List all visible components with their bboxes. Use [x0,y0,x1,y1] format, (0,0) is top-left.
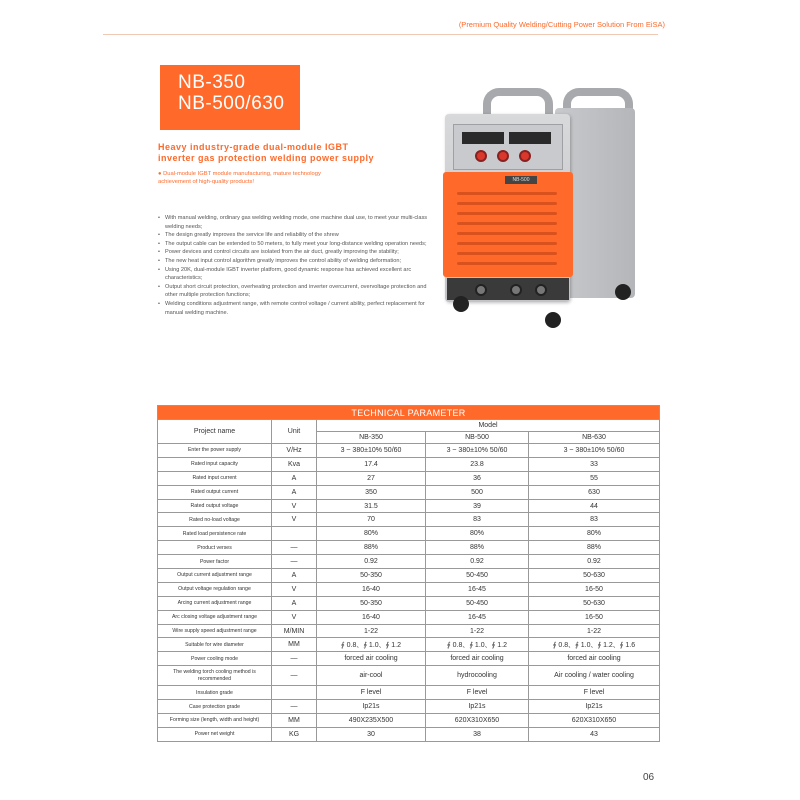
param-name: Power factor [158,555,272,569]
param-name: Wire supply speed adjustment range [158,624,272,638]
product-title-line2: NB-500/630 [178,93,285,114]
param-value: 83 [529,513,660,527]
column-header-project: Project name [158,420,272,444]
param-value: 630 [529,485,660,499]
table-row [158,624,660,638]
param-name: Rated load persistence rate [158,527,272,541]
param-unit: — [272,652,317,666]
param-value: 36 [426,471,529,485]
param-value: hydrocooling [426,666,529,686]
machine-wheel [545,312,561,328]
table-row [158,686,660,700]
column-header-model: Model [317,420,660,432]
param-unit: A [272,485,317,499]
param-name: Power cooling mode [158,652,272,666]
param-value: forced air cooling [529,652,660,666]
table-row [158,457,660,471]
column-header-unit: Unit [272,420,317,444]
table-row [158,582,660,596]
param-name: Enter the power supply [158,444,272,458]
machine-vent [457,212,557,215]
param-value: 50-450 [426,596,529,610]
machine-vent [457,192,557,195]
welding-machine-image [435,88,645,338]
param-unit: V [272,610,317,624]
table-row [158,714,660,728]
param-name: Suitable for wire diameter [158,638,272,652]
table-row [158,569,660,583]
param-unit [272,686,317,700]
highlight-note [158,170,408,186]
param-name: Rated input capacity [158,457,272,471]
machine-model-label: NB-500 [505,176,537,184]
machine-socket [510,284,522,296]
machine-vent [457,222,557,225]
feature-item: • The new heat input control algorithm greatly improves the control ability of welding deformation; [158,257,438,266]
param-unit: — [272,555,317,569]
feature-item: • The design greatly improves the service life and reliability of the shrew [158,231,438,240]
machine-vent [457,232,557,235]
param-unit [272,527,317,541]
param-value: 16-45 [426,582,529,596]
machine-display-right [509,132,551,144]
technical-parameter-table [157,405,660,742]
param-value: 490X235X500 [317,714,426,728]
param-unit: — [272,541,317,555]
param-unit: Kva [272,457,317,471]
machine-display-left [462,132,504,144]
param-value: 16-50 [529,610,660,624]
param-value: ∮ 0.8、∮ 1.0、∮ 1.2 [317,638,426,652]
param-value: 16-40 [317,610,426,624]
param-value: 70 [317,513,426,527]
table-row [158,596,660,610]
machine-knob [475,150,487,162]
param-name: Forming size (length, width and height) [158,714,272,728]
param-unit: V [272,582,317,596]
param-value: 23.8 [426,457,529,471]
param-value: 0.92 [426,555,529,569]
product-subtitle-line2: inverter gas protection welding power supply [158,153,375,163]
feature-item: • With manual welding, ordinary gas welding welding mode, one machine dual use, to meet your multi-class welding needs; [158,214,438,231]
machine-vent [457,202,557,205]
param-unit: A [272,596,317,610]
param-value: Ip21s [317,700,426,714]
param-value: 80% [529,527,660,541]
machine-socket [535,284,547,296]
param-value: 50-630 [529,596,660,610]
table-row [158,652,660,666]
param-unit: V [272,513,317,527]
param-value: 30 [317,727,426,741]
param-unit: — [272,700,317,714]
param-value: 16-40 [317,582,426,596]
table-row [158,513,660,527]
table-row [158,499,660,513]
param-value: 33 [529,457,660,471]
table-row [158,700,660,714]
param-unit: — [272,666,317,686]
column-header-model-name: NB-500 [426,432,529,444]
param-name: Rated no-load voltage [158,513,272,527]
param-name: Product verses [158,541,272,555]
machine-socket [475,284,487,296]
param-unit: M/MIN [272,624,317,638]
param-name: Power net weight [158,727,272,741]
machine-wheel [453,296,469,312]
param-value: ∮ 0.8、∮ 1.0、∮ 1.2 [426,638,529,652]
param-name: Output voltage regulation range [158,582,272,596]
param-name: Rated output current [158,485,272,499]
table-row [158,555,660,569]
param-unit: MM [272,638,317,652]
param-value: 43 [529,727,660,741]
param-unit: A [272,471,317,485]
feature-list [158,214,438,317]
param-value: 1-22 [529,624,660,638]
param-name: Arc closing voltage adjustment range [158,610,272,624]
param-value: 50-630 [529,569,660,583]
param-value: 88% [426,541,529,555]
highlight-line1: ● Dual-module IGBT module manufacturing, mature technology [158,171,321,177]
feature-item: • Welding conditions adjustment range, with remote control voltage / current ability, perfect replacement for manual welding machine. [158,300,438,317]
product-title-line1: NB-350 [178,72,246,93]
header-tagline: (Premium Quality Welding/Cutting Power Solution From EiSA) [458,20,665,29]
param-name: Insulation grade [158,686,272,700]
param-value: ∮ 0.8、∮ 1.0、∮ 1.2、∮ 1.6 [529,638,660,652]
param-value: 500 [426,485,529,499]
param-value: 17.4 [317,457,426,471]
column-header-model-name: NB-350 [317,432,426,444]
param-unit: MM [272,714,317,728]
param-value: 1-22 [426,624,529,638]
highlight-line2: achievement of high-quality products! [158,179,255,185]
param-value: F level [426,686,529,700]
param-value: Ip21s [529,700,660,714]
table-row [158,527,660,541]
param-value: 0.92 [317,555,426,569]
param-value: 83 [426,513,529,527]
param-value: 620X310X650 [529,714,660,728]
param-value: Air cooling / water cooling [529,666,660,686]
feature-item: • Power devices and control circuits are isolated from the air duct, greatly improving the stability; [158,248,438,257]
table-row [158,610,660,624]
param-unit: V/Hz [272,444,317,458]
param-value: Ip21s [426,700,529,714]
product-subtitle [158,142,448,164]
param-value: 27 [317,471,426,485]
param-value: forced air cooling [426,652,529,666]
machine-wheel [615,284,631,300]
param-value: F level [529,686,660,700]
param-name: The welding torch cooling method is recommended [158,666,272,686]
param-value: 39 [426,499,529,513]
param-value: 88% [317,541,426,555]
page-number: 06 [643,772,655,783]
machine-knob [519,150,531,162]
machine-vent [457,252,557,255]
param-value: 50-350 [317,569,426,583]
param-name: Rated output voltage [158,499,272,513]
param-value: 3 ~ 380±10% 50/60 [529,444,660,458]
param-value: 44 [529,499,660,513]
param-value: forced air cooling [317,652,426,666]
table-row [158,541,660,555]
table-row [158,444,660,458]
machine-control-panel [453,124,563,170]
param-name: Arcing current adjustment range [158,596,272,610]
machine-vent [457,242,557,245]
table-row [158,638,660,652]
table-row [158,471,660,485]
param-value: 620X310X650 [426,714,529,728]
table-row [158,666,660,686]
param-value: 80% [317,527,426,541]
param-value: 1-22 [317,624,426,638]
param-value: 3 ~ 380±10% 50/60 [426,444,529,458]
machine-knob [497,150,509,162]
feature-item: • Output short circuit protection, overheating protection and inverter overcurrent, overvoltage protection and other multiple protection functions; [158,283,438,300]
machine-vent [457,262,557,265]
param-name: Rated input current [158,471,272,485]
param-unit: KG [272,727,317,741]
table-row [158,727,660,741]
param-unit: A [272,569,317,583]
param-unit: V [272,499,317,513]
param-value: 0.92 [529,555,660,569]
param-name: Case protection grade [158,700,272,714]
product-subtitle-line1: Heavy industry-grade dual-module IGBT [158,142,349,152]
header-divider [103,34,658,35]
column-header-model-name: NB-630 [529,432,660,444]
table-row [158,485,660,499]
param-value: 16-45 [426,610,529,624]
param-name: Output current adjustment range [158,569,272,583]
param-value: 31.5 [317,499,426,513]
param-value: 350 [317,485,426,499]
param-value: 88% [529,541,660,555]
product-title-box [160,65,300,130]
param-value: 55 [529,471,660,485]
param-value: 3 ~ 380±10% 50/60 [317,444,426,458]
param-value: 50-450 [426,569,529,583]
table-caption: TECHNICAL PARAMETER [158,406,660,420]
param-value: 50-350 [317,596,426,610]
feature-item: • The output cable can be extended to 50 meters, to fully meet your long-distance welding operation needs; [158,240,438,249]
param-value: 38 [426,727,529,741]
param-value: air-cool [317,666,426,686]
param-value: 80% [426,527,529,541]
param-value: F level [317,686,426,700]
feature-item: • Using 20K, dual-module IGBT inverter platform, good dynamic response has achieved excellent arc characteristics; [158,266,438,283]
param-value: 16-50 [529,582,660,596]
